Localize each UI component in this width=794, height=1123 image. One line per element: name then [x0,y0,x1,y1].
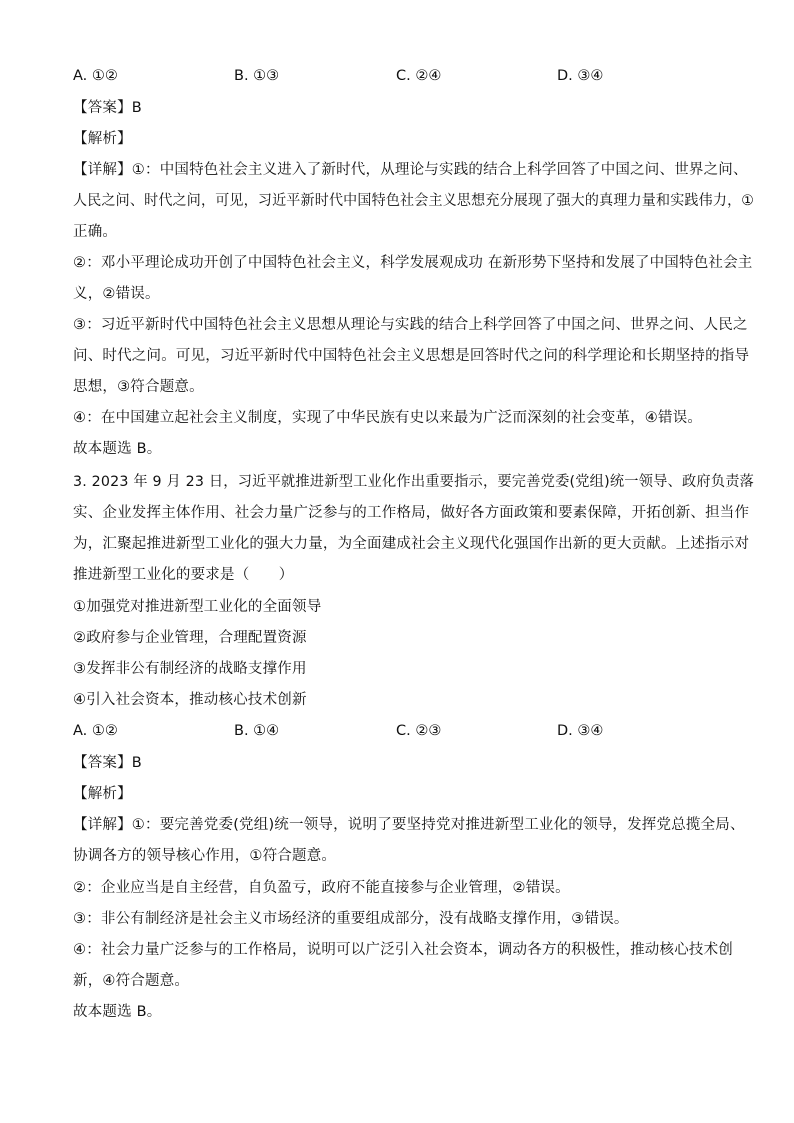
q3-answer: 【答案】B [73,755,142,771]
q3-item-1: ①加强党对推进新型工业化的全面领导 [73,599,322,615]
q3-conclusion: 故本题选 B。 [73,1004,162,1020]
q3-analysis-heading: 【解析】 [73,786,132,802]
q3-option-a: A. ①② [73,723,118,739]
q3-explanation-line: ②：企业应当是自主经营，自负盈亏，政府不能直接参与企业管理，②错误。 [73,880,570,896]
q3-explanation-line: 新，④符合题意。 [73,973,190,989]
q2-explanation-line: ③：习近平新时代中国特色社会主义思想从理论与实践的结合上科学回答了中国之问、世界之问、人民之 [73,317,748,333]
q2-explanation-line: 人民之问、时代之问，可见，习近平新时代中国特色社会主义思想充分展现了强大的真理力量和实践伟力，① [73,193,755,209]
q2-explanation-line: 义，②错误。 [73,286,160,302]
q3-option-b: B. ①④ [234,723,280,739]
q3-stem-line: 为，汇聚起推进新型工业化的强大力量，为全面建成社会主义现代化强国作出新的更大贡献。上述指示对 [73,536,750,552]
q3-option-d: D. ③④ [557,723,604,739]
q2-option-b: B. ①③ [234,68,280,84]
q3-explanation-line: ④：社会力量广泛参与的工作格局，说明可以广泛引入社会资本，调动各方的积极性，推动核心技术创 [73,942,733,958]
q3-item-4: ④引入社会资本，推动核心技术创新 [73,692,307,708]
q3-stem-line: 推进新型工业化的要求是（ ） [73,567,294,583]
q2-explanation-line: ④：在中国建立起社会主义制度，实现了中华民族有史以来最为广泛而深刻的社会变革，④错误。 [73,410,703,426]
q2-answer: 【答案】B [73,100,142,116]
q2-option-d: D. ③④ [557,68,604,84]
q2-option-a: A. ①② [73,68,118,84]
q3-stem-line: 3. 2023 年 9 月 23 日，习近平就推进新型工业化作出重要指示，要完善党委(党组)统一领导、政府负责落 [73,474,755,490]
q2-explanation-line: 思想，③符合题意。 [73,379,204,395]
q3-option-c: C. ②③ [396,723,442,739]
q3-explanation-line: ③：非公有制经济是社会主义市场经济的重要组成部分，没有战略支撑作用，③错误。 [73,911,629,927]
q3-explanation-line: 【详解】①：要完善党委(党组)统一领导，说明了要坚持党对推进新型工业化的领导，发挥党总揽全局、 [73,817,745,833]
q2-explanation-line: 【详解】①：中国特色社会主义进入了新时代，从理论与实践的结合上科学回答了中国之问、世界之问、 [73,162,748,178]
q2-conclusion: 故本题选 B。 [73,441,162,457]
q3-item-2: ②政府参与企业管理，合理配置资源 [73,630,307,646]
q2-explanation-line: 问、时代之问。可见，习近平新时代中国特色社会主义思想是回答时代之问的科学理论和长期坚持的指导 [73,348,750,364]
q2-analysis-heading: 【解析】 [73,131,132,147]
q3-explanation-line: 协调各方的领导核心作用，①符合题意。 [73,848,337,864]
q2-explanation-line: ②：邓小平理论成功开创了中国特色社会主义，科学发展观成功 在新形势下坚持和发展了中国特色社会主 [73,255,753,271]
q2-explanation-line: 正确。 [73,224,118,240]
q3-item-3: ③发挥非公有制经济的战略支撑作用 [73,661,307,677]
q3-stem-line: 实、企业发挥主体作用、社会力量广泛参与的工作格局，做好各方面政策和要素保障，开拓创新、担当作 [73,505,750,521]
q2-option-c: C. ②④ [396,68,442,84]
